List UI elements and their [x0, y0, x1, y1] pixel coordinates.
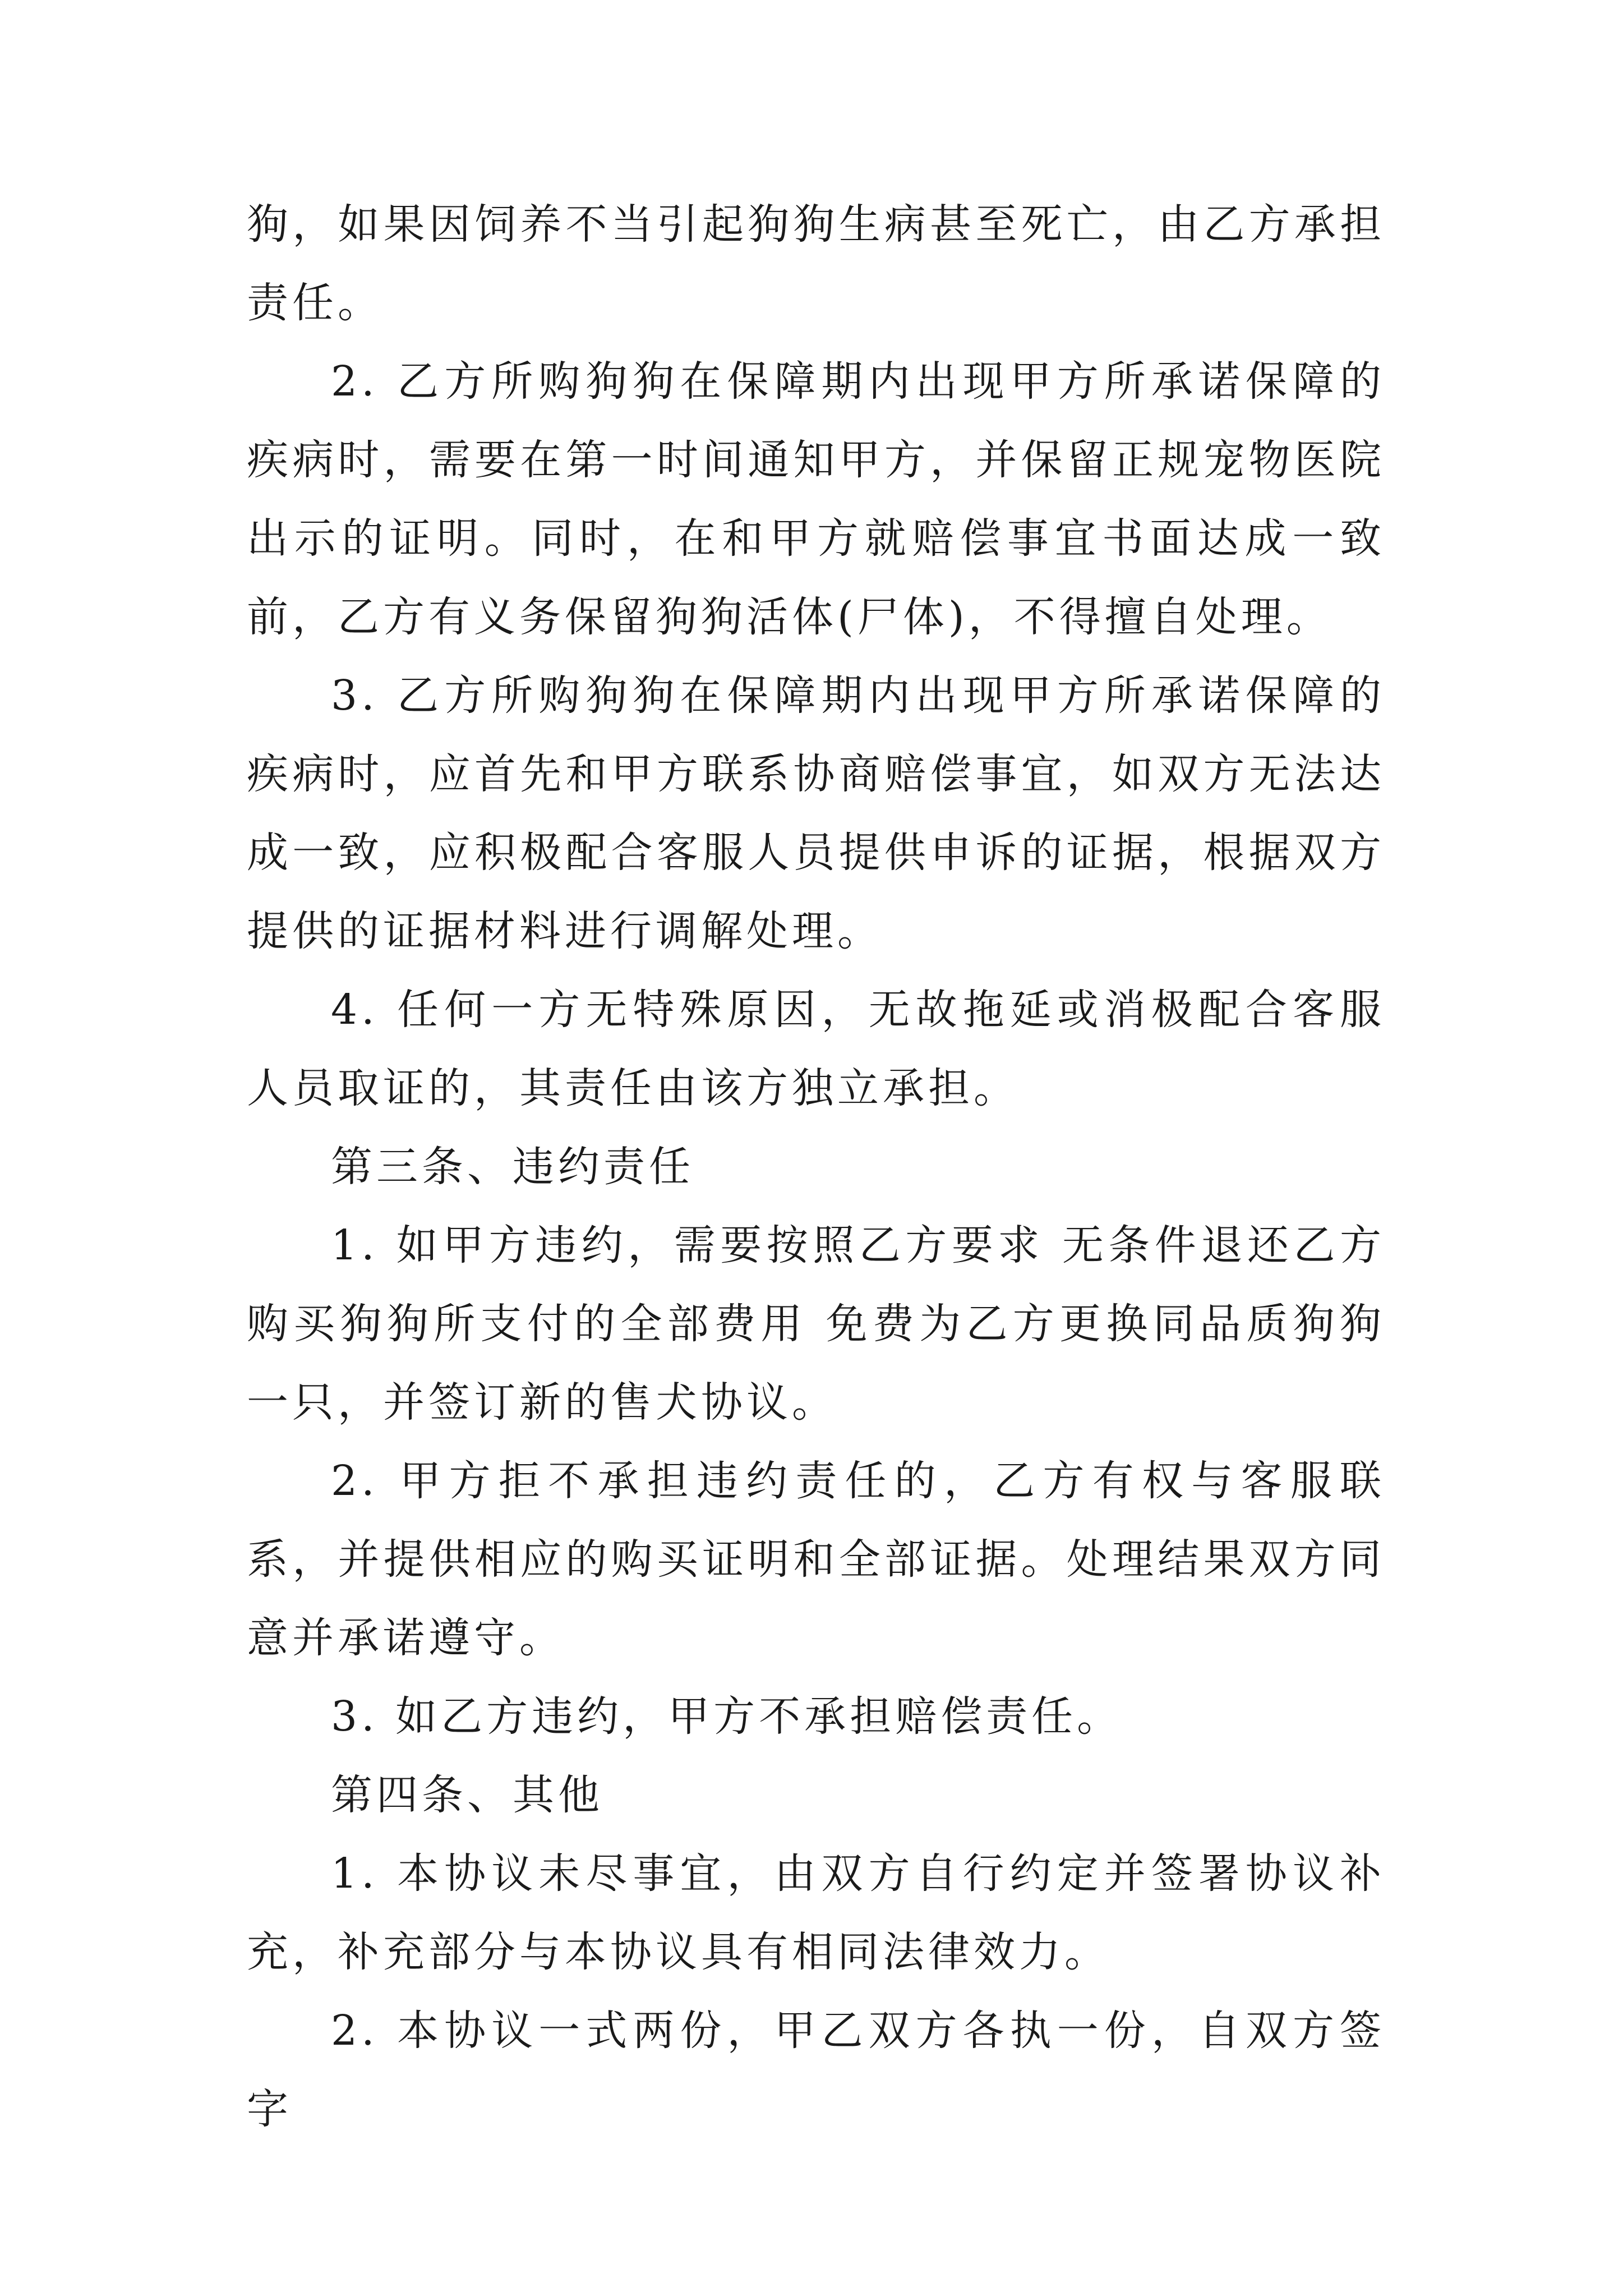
- section-heading-article-4: 第四条、其他: [331, 1771, 603, 1819]
- paragraph-article-4-item-1: 1. 本协议未尽事宜，由双方自行约定并签署协议补充，补充部分与本协议具有相同法律效力。: [247, 1849, 1385, 1976]
- paragraph-article-4-item-2: 2. 本协议一式两份，甲乙双方各执一份，自双方签字: [247, 2007, 1385, 2133]
- document-body: [247, 185, 1385, 2148]
- paragraph-article-3-item-1: 1. 如甲方违约，需要按照乙方要求 无条件退还乙方购买狗狗所支付的全部费用 免费为乙方更换同品质狗狗一只，并签订新的售犬协议。: [247, 1221, 1385, 1427]
- section-heading-article-3: 第三条、违约责任: [331, 1143, 694, 1191]
- paragraph-article-3-item-3: 3. 如乙方违约，甲方不承担赔偿责任。: [331, 1692, 1123, 1741]
- paragraph-clause-4-delay: 4. 任何一方无特殊原因，无故拖延或消极配合客服人员取证的，其责任由该方独立承担。: [247, 986, 1385, 1112]
- paragraph-continued-clause: 狗，如果因饲养不当引起狗狗生病甚至死亡，由乙方承担责任。: [247, 200, 1385, 327]
- paragraph-article-3-item-2: 2. 甲方拒不承担违约责任的，乙方有权与客服联系，并提供相应的购买证明和全部证据。处理结果双方同意并承诺遵守。: [247, 1457, 1385, 1662]
- paragraph-clause-2-notify: 2. 乙方所购狗狗在保障期内出现甲方所承诺保障的疾病时，需要在第一时间通知甲方，并保留正规宠物医院出示的证明。同时，在和甲方就赔偿事宜书面达成一致前，乙方有义务保留狗狗活体(尸体)，不得擅自处理。: [247, 357, 1385, 641]
- paragraph-clause-3-negotiate: 3. 乙方所购狗狗在保障期内出现甲方所承诺保障的疾病时，应首先和甲方联系协商赔偿事宜，如双方无法达成一致，应积极配合客服人员提供申诉的证据，根据双方提供的证据材料进行调解处理。: [247, 671, 1385, 955]
